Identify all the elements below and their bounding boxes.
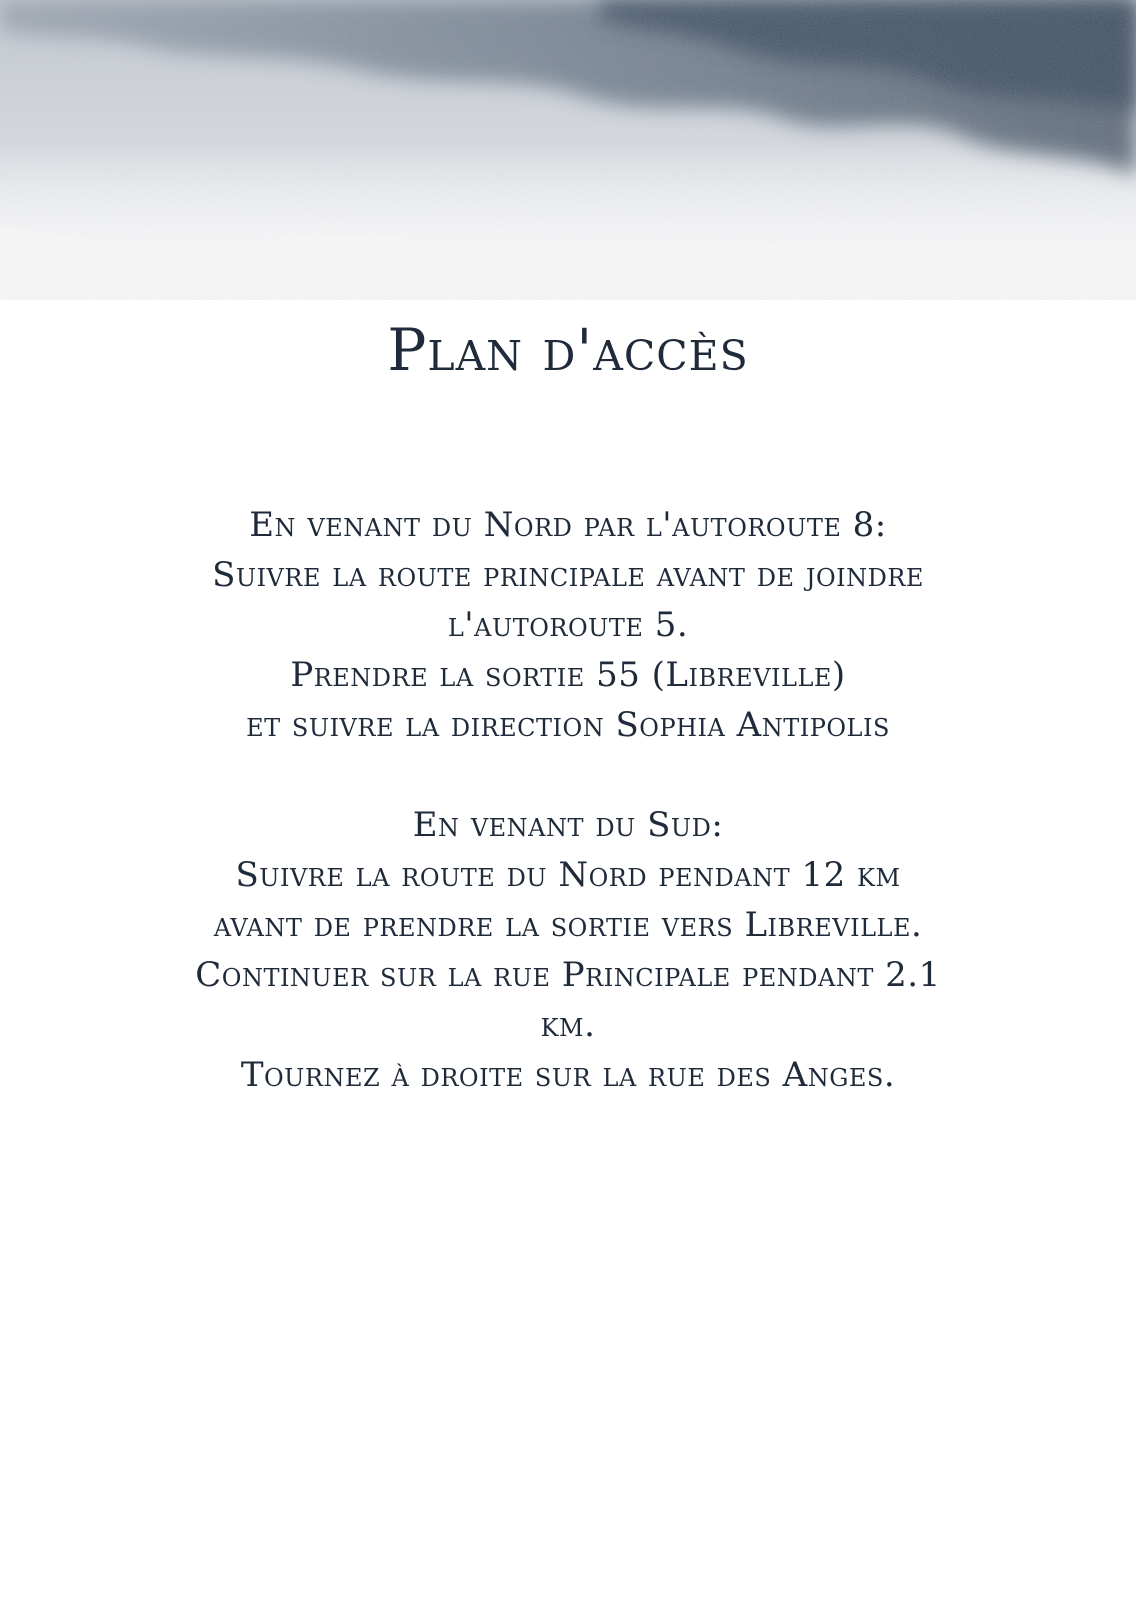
text-line: et suivre la direction Sophia Antipolis <box>246 705 890 745</box>
text-line: Suivre la route principale avant de joindre <box>212 555 924 595</box>
text-line: km. <box>540 1005 596 1045</box>
text-line: En venant du Nord par l'autoroute 8: <box>249 505 887 545</box>
page-title: Plan d'accès <box>387 316 749 384</box>
text-line: l'autoroute 5. <box>447 605 689 645</box>
text-line: Continuer sur la rue Principale pendant 2.1 <box>195 955 941 995</box>
directions-north <box>0 500 1136 750</box>
text-line: avant de prendre la sortie vers Libreville. <box>213 905 923 945</box>
text-line: En venant du Sud: <box>412 805 724 845</box>
directions-south <box>0 800 1136 1100</box>
text-line: Suivre la route du Nord pendant 12 km <box>235 855 901 895</box>
watercolor-header-wash <box>0 0 1136 300</box>
text-line: Prendre la sortie 55 (Libreville) <box>290 655 846 695</box>
text-line: Tournez à droite sur la rue des Anges. <box>240 1055 896 1095</box>
